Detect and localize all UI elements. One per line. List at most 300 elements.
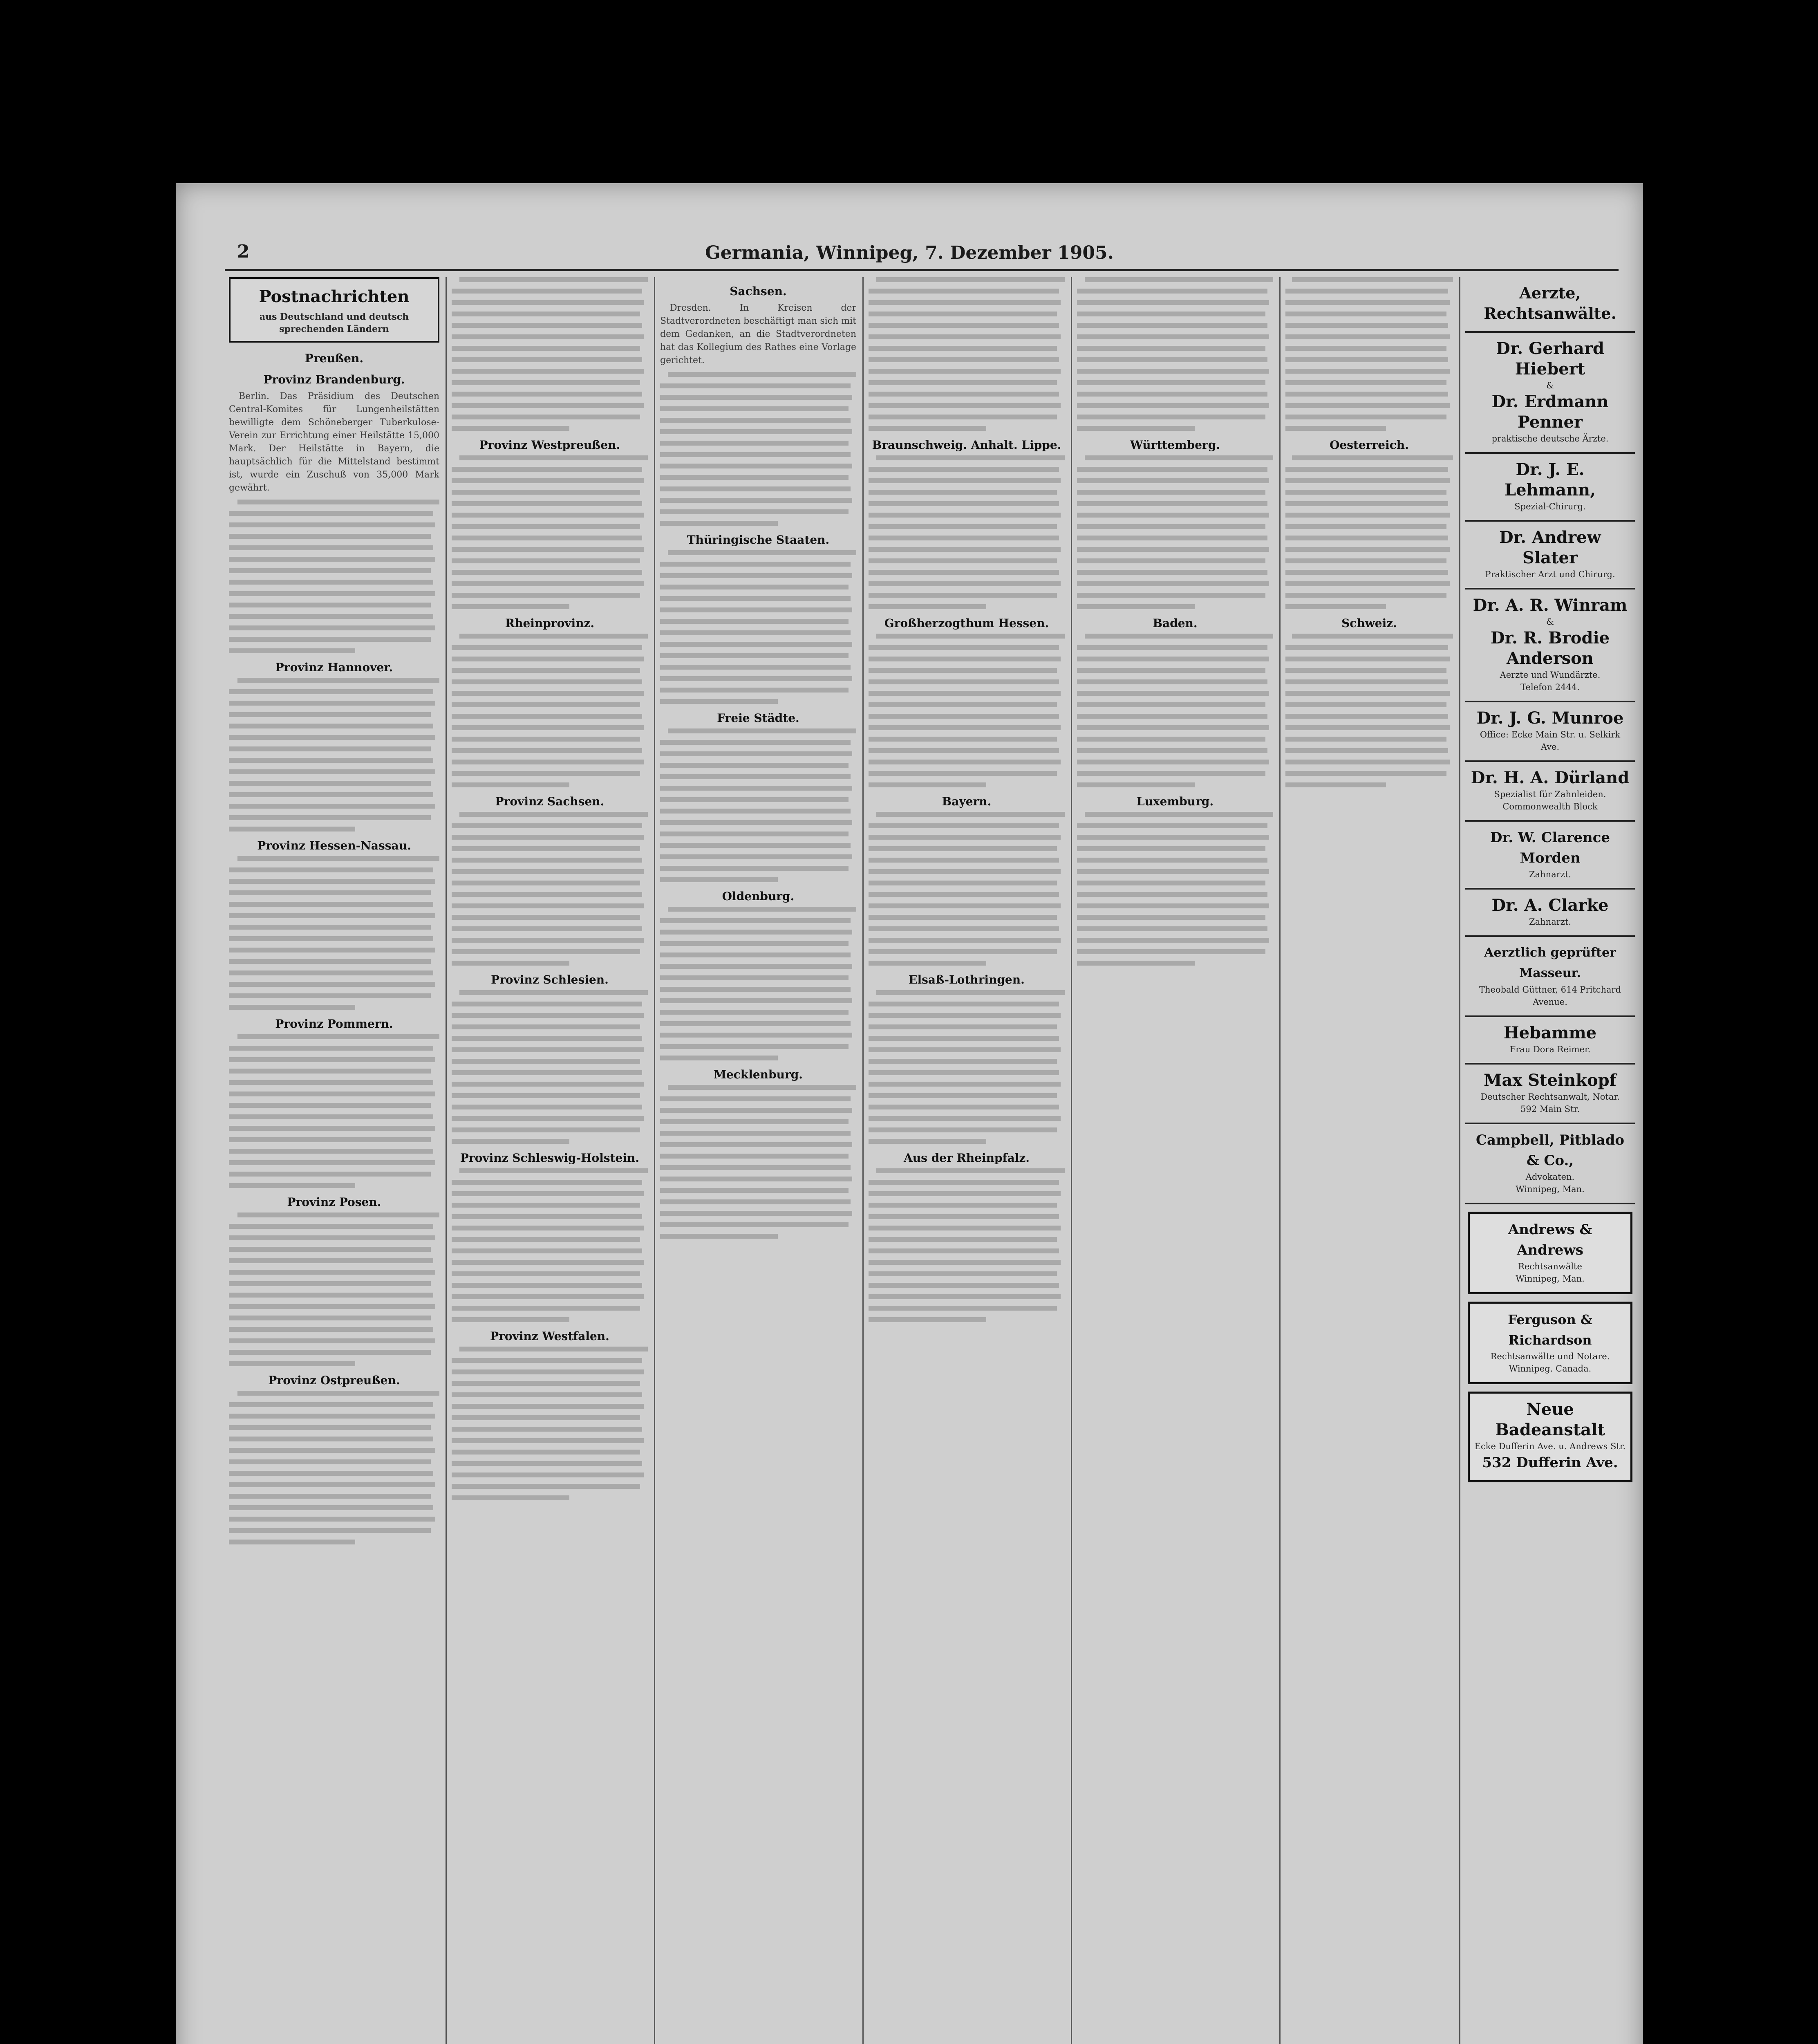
text-line — [660, 585, 849, 589]
text-line — [452, 1180, 642, 1185]
text-line — [229, 867, 433, 872]
text-line — [1077, 300, 1269, 305]
article-text-block — [452, 1168, 648, 1322]
text-line — [869, 846, 1057, 851]
column-2 — [452, 277, 648, 2044]
text-line — [869, 679, 1059, 684]
text-line — [869, 1180, 1059, 1185]
text-line — [1292, 455, 1453, 460]
section-title: Schweiz. — [1341, 616, 1397, 630]
text-line — [229, 534, 431, 539]
text-line — [1285, 702, 1446, 707]
text-line — [1285, 369, 1450, 374]
text-line — [229, 1402, 433, 1407]
text-line — [869, 1260, 1061, 1265]
text-line — [459, 455, 648, 460]
text-line — [452, 858, 642, 863]
text-line — [1085, 277, 1273, 282]
text-line — [1077, 782, 1195, 787]
text-line — [869, 490, 1057, 495]
text-line — [452, 737, 640, 742]
text-line — [452, 702, 640, 707]
text-line — [660, 1222, 849, 1227]
text-line — [452, 1093, 640, 1098]
text-line — [1285, 501, 1448, 506]
text-line — [452, 1495, 569, 1500]
text-line — [229, 1126, 435, 1131]
text-line — [1285, 725, 1450, 730]
text-line — [452, 748, 642, 753]
text-line — [1285, 289, 1448, 294]
text-line — [452, 1013, 644, 1018]
text-line — [869, 1127, 1057, 1132]
text-line — [1285, 357, 1448, 362]
text-line — [452, 915, 640, 920]
text-line — [869, 949, 1057, 954]
text-line — [869, 593, 1057, 598]
article-text-block — [1077, 277, 1273, 431]
text-line — [452, 1392, 642, 1397]
text-line — [1077, 903, 1269, 908]
text-line — [452, 501, 642, 506]
text-line — [229, 982, 435, 987]
text-line — [1285, 604, 1386, 609]
ad-clarke: Dr. A. Clarke Zahnarzt. — [1465, 890, 1635, 937]
text-line — [660, 1021, 851, 1026]
text-line — [452, 369, 644, 374]
masthead-rule — [225, 269, 1619, 271]
text-line — [229, 1224, 433, 1229]
text-line — [660, 877, 778, 882]
text-line — [229, 827, 355, 831]
column-divider — [1071, 277, 1072, 2044]
text-line — [452, 1248, 642, 1253]
text-line — [660, 1234, 778, 1239]
article-text-block — [660, 728, 856, 882]
text-line — [660, 866, 849, 871]
text-line — [876, 277, 1065, 282]
text-line — [660, 809, 851, 814]
text-line — [1077, 604, 1195, 609]
text-line — [229, 804, 435, 809]
text-line — [237, 500, 439, 504]
text-line — [660, 987, 851, 992]
text-line — [869, 1191, 1061, 1196]
text-line — [229, 758, 433, 763]
section-title: Baden. — [1153, 616, 1198, 630]
text-line — [660, 854, 852, 859]
text-line — [229, 815, 431, 820]
text-line — [660, 763, 849, 768]
text-line — [1077, 380, 1265, 385]
ad-masseur: Aerztlich geprüfter Masseur. Theobald Güttner, 614 Pritchard Avenue. — [1465, 937, 1635, 1017]
text-line — [660, 831, 849, 836]
article-text-block — [660, 372, 856, 526]
text-line — [452, 1404, 644, 1409]
text-line — [452, 323, 642, 328]
text-line — [229, 735, 435, 740]
text-line — [452, 760, 644, 764]
text-line — [229, 1046, 433, 1051]
text-line — [452, 679, 642, 684]
section-title: Freie Städte. — [717, 711, 799, 725]
text-line — [452, 1427, 642, 1432]
text-line — [876, 1168, 1065, 1173]
text-line — [876, 812, 1065, 817]
text-line — [1077, 679, 1267, 684]
article-text-block — [660, 907, 856, 1060]
masthead-title: Germania, Winnipeg, 7. Dezember 1905. — [705, 242, 1114, 263]
text-line — [452, 1127, 640, 1132]
text-line — [452, 961, 569, 966]
text-line — [869, 858, 1059, 863]
text-line — [660, 619, 849, 624]
text-line — [229, 625, 435, 630]
text-line — [869, 1248, 1059, 1253]
text-line — [452, 1438, 644, 1443]
text-line — [237, 856, 439, 861]
text-line — [660, 665, 851, 670]
article-text-block — [1285, 634, 1453, 787]
text-line — [1077, 289, 1267, 294]
text-line — [452, 1260, 644, 1265]
text-line — [229, 1425, 431, 1430]
text-line — [1285, 300, 1450, 305]
section-title: Braunschweig. Anhalt. Lippe. — [872, 438, 1061, 452]
text-line — [1285, 524, 1446, 529]
text-line — [229, 1069, 431, 1074]
text-line — [869, 513, 1061, 518]
text-line — [229, 1316, 431, 1320]
text-line — [1077, 558, 1265, 563]
text-line — [452, 426, 569, 431]
text-line — [229, 1338, 435, 1343]
article-text: Dresden. In Kreisen der Stadtverordneten beschäftigt man sich mit dem Gedanken, an die Stadtverordneten hat das Kollegium des Rathes eine Vorlage gerichtet. — [660, 303, 856, 365]
text-line — [1285, 392, 1448, 397]
text-line — [229, 1160, 435, 1165]
text-line — [452, 604, 569, 609]
text-line — [869, 467, 1059, 472]
text-line — [229, 948, 435, 953]
text-line — [452, 300, 644, 305]
text-line — [668, 1085, 856, 1090]
province-heading: Provinz Brandenburg. — [263, 373, 405, 386]
text-line — [869, 1214, 1059, 1219]
text-line — [1077, 570, 1267, 575]
text-line — [1085, 455, 1273, 460]
text-line — [452, 380, 640, 385]
article-text-block — [452, 277, 648, 431]
ad-munroe: Dr. J. G. Munroe Office: Ecke Main Str. u. Selkirk Ave. — [1465, 702, 1635, 762]
text-line — [1077, 858, 1267, 863]
text-line — [1077, 513, 1269, 518]
text-line — [660, 1199, 851, 1204]
text-line — [1285, 558, 1446, 563]
text-line — [229, 1482, 435, 1487]
section-title: Elsaß-Lothringen. — [909, 973, 1025, 986]
text-line — [229, 1281, 431, 1286]
text-line — [459, 812, 648, 817]
text-line — [229, 1437, 433, 1441]
text-line — [452, 668, 640, 673]
ad-morden: Dr. W. Clarence Morden Zahnarzt. — [1465, 822, 1635, 890]
text-line — [452, 558, 640, 563]
article-text-block — [660, 550, 856, 704]
text-line — [452, 346, 640, 351]
text-line — [869, 426, 986, 431]
article-text-block — [660, 1085, 856, 1239]
text-line — [869, 558, 1057, 563]
text-line — [660, 562, 851, 567]
text-line — [1285, 346, 1446, 351]
text-line — [237, 1391, 439, 1396]
text-line — [869, 892, 1059, 897]
newspaper-page — [176, 183, 1643, 2044]
text-line — [1077, 645, 1267, 650]
ad-slater: Dr. Andrew Slater Praktischer Arzt und Chirurg. — [1465, 522, 1635, 589]
text-line — [452, 938, 644, 943]
text-line — [869, 915, 1057, 920]
province-heading: Rheinprovinz. — [505, 616, 595, 630]
text-line — [1077, 823, 1267, 828]
text-line — [229, 925, 431, 930]
ad-campbell-pitblado: Campbell, Pitblado & Co., Advokaten. Winnipeg, Man. — [1465, 1124, 1635, 1204]
text-line — [452, 926, 642, 931]
text-line — [229, 890, 431, 895]
text-line — [668, 728, 856, 733]
text-line — [452, 782, 569, 787]
text-line — [1077, 881, 1265, 885]
text-line — [452, 403, 644, 408]
text-line — [876, 634, 1065, 639]
text-line — [229, 1448, 435, 1453]
text-line — [660, 607, 852, 612]
text-line — [452, 547, 644, 552]
column-divider — [654, 277, 655, 2044]
text-line — [229, 1247, 431, 1252]
text-line — [869, 1024, 1057, 1029]
text-line — [1077, 915, 1265, 920]
province-heading: Provinz Sachsen. — [495, 795, 605, 808]
text-line — [1292, 634, 1453, 639]
text-line — [869, 581, 1061, 586]
text-line — [229, 1361, 355, 1366]
text-line — [1077, 668, 1265, 673]
text-line — [869, 869, 1061, 874]
text-line — [660, 1119, 849, 1124]
text-line — [1077, 725, 1269, 730]
text-line — [229, 1258, 433, 1263]
text-line — [229, 1350, 431, 1355]
text-line — [660, 953, 851, 957]
article-text-block — [452, 1347, 648, 1500]
text-line — [452, 1472, 644, 1477]
text-line — [1085, 634, 1273, 639]
text-line — [1077, 714, 1267, 719]
text-line — [229, 701, 435, 706]
text-line — [1077, 593, 1265, 598]
text-line — [869, 346, 1057, 351]
section-title: Luxemburg. — [1136, 795, 1214, 808]
text-line — [1077, 835, 1269, 840]
text-line — [660, 774, 851, 779]
text-line — [660, 406, 849, 411]
text-line — [869, 1082, 1061, 1087]
text-line — [1285, 668, 1446, 673]
text-line — [869, 1116, 1061, 1121]
text-line — [660, 418, 851, 423]
column-divider — [446, 277, 447, 2044]
text-line — [229, 557, 435, 562]
text-line — [452, 513, 644, 518]
text-line — [660, 452, 851, 457]
text-line — [1077, 547, 1269, 552]
text-line — [452, 1024, 640, 1029]
text-line — [452, 1105, 642, 1109]
text-line — [1285, 323, 1448, 328]
text-line — [452, 1139, 569, 1144]
article-text-block — [869, 990, 1065, 1144]
article-text: Berlin. Das Präsidium des Deutschen Central-Komites für Lungenheilstätten bewilligte dem Schöneberger Tuberkulose-Verein zur Errichtung einer Heilstätte 15,000 Mark. Der Heilstätte in Bayern, die hauptsächlich für die Mittelstand bestimmt ist, wurde ein Zuschuß von 35,000 Mark gewährt. — [229, 391, 439, 493]
text-line — [660, 1188, 849, 1193]
text-line — [1077, 581, 1269, 586]
text-line — [668, 550, 856, 555]
text-line — [869, 903, 1061, 908]
column-6 — [1285, 277, 1453, 2044]
text-line — [1285, 478, 1450, 483]
text-line — [869, 1013, 1061, 1018]
text-line — [1285, 415, 1446, 419]
text-line — [452, 1002, 642, 1006]
text-line — [660, 1010, 849, 1015]
article-text-block — [1077, 812, 1273, 966]
text-line — [452, 1283, 642, 1288]
text-line — [452, 1191, 644, 1196]
text-line — [660, 573, 852, 578]
text-line — [452, 570, 642, 575]
text-line — [1285, 679, 1448, 684]
article-text-block — [229, 500, 439, 653]
article-text-block — [452, 634, 648, 787]
text-line — [229, 568, 431, 573]
text-line — [1077, 312, 1265, 316]
ad-steinkopf: Max Steinkopf Deutscher Rechtsanwalt, Notar. 592 Main Str. — [1465, 1065, 1635, 1124]
column-3 — [660, 277, 856, 2044]
text-line — [1285, 581, 1450, 586]
text-line — [876, 455, 1065, 460]
text-line — [1285, 513, 1450, 518]
text-line — [869, 1139, 986, 1144]
text-line — [229, 970, 433, 975]
text-line — [1077, 467, 1267, 472]
text-line — [869, 1306, 1057, 1311]
text-line — [452, 645, 642, 650]
text-line — [660, 429, 852, 434]
section-title: Preußen. — [304, 352, 364, 365]
text-line — [869, 961, 986, 966]
text-line — [869, 1203, 1057, 1208]
section-title: Mecklenburg. — [713, 1068, 803, 1081]
text-line — [452, 1306, 640, 1311]
text-line — [869, 1317, 986, 1322]
text-line — [869, 938, 1061, 943]
text-line — [229, 936, 433, 941]
article-text-block — [229, 1213, 439, 1366]
text-line — [452, 881, 640, 885]
section-heading: Postnachrichten — [259, 287, 410, 306]
text-line — [660, 498, 852, 503]
text-line — [869, 835, 1061, 840]
text-line — [452, 1271, 640, 1276]
page-number: 2 — [237, 241, 250, 262]
text-line — [459, 1347, 648, 1351]
text-line — [660, 797, 849, 802]
masthead — [176, 236, 1643, 269]
text-line — [660, 1211, 852, 1216]
province-heading: Provinz Schlesien. — [491, 973, 609, 986]
text-line — [869, 771, 1057, 776]
text-line — [1077, 691, 1269, 696]
article-text-block — [1077, 634, 1273, 787]
province-heading: Provinz Ostpreußen. — [268, 1374, 400, 1387]
text-line — [1285, 312, 1446, 316]
text-line — [1077, 737, 1265, 742]
text-line — [452, 1381, 640, 1386]
text-line — [452, 1047, 644, 1052]
text-line — [229, 1103, 431, 1108]
text-line — [452, 536, 642, 540]
column-divider — [1279, 277, 1281, 2044]
text-line — [229, 689, 433, 694]
text-line — [869, 1271, 1057, 1276]
text-line — [452, 1369, 644, 1374]
province-heading: Provinz Pommern. — [275, 1017, 393, 1031]
text-line — [869, 369, 1061, 374]
text-line — [452, 581, 644, 586]
text-line — [869, 782, 986, 787]
text-line — [452, 1294, 644, 1299]
text-line — [660, 642, 852, 647]
text-line — [668, 907, 856, 912]
article-text-block — [1285, 277, 1453, 431]
text-line — [229, 781, 431, 786]
article-text-block — [869, 812, 1065, 966]
text-line — [660, 395, 852, 400]
text-line — [869, 1047, 1061, 1052]
text-line — [869, 668, 1057, 673]
text-line — [869, 604, 986, 609]
text-line — [229, 1459, 431, 1464]
province-heading: Provinz Posen. — [287, 1195, 381, 1209]
text-line — [452, 949, 640, 954]
text-line — [237, 1034, 439, 1039]
text-line — [1077, 938, 1269, 943]
text-line — [660, 630, 851, 635]
text-line — [229, 1270, 435, 1275]
text-line — [229, 959, 431, 964]
text-line — [869, 1059, 1057, 1064]
text-line — [452, 1415, 640, 1420]
text-line — [229, 603, 431, 607]
text-line — [229, 746, 431, 751]
text-line — [229, 902, 433, 907]
ads-column — [1465, 277, 1635, 2044]
text-line — [869, 357, 1059, 362]
text-line — [660, 1177, 852, 1181]
text-line — [876, 990, 1065, 995]
text-line — [1077, 426, 1195, 431]
text-line — [869, 1283, 1059, 1288]
